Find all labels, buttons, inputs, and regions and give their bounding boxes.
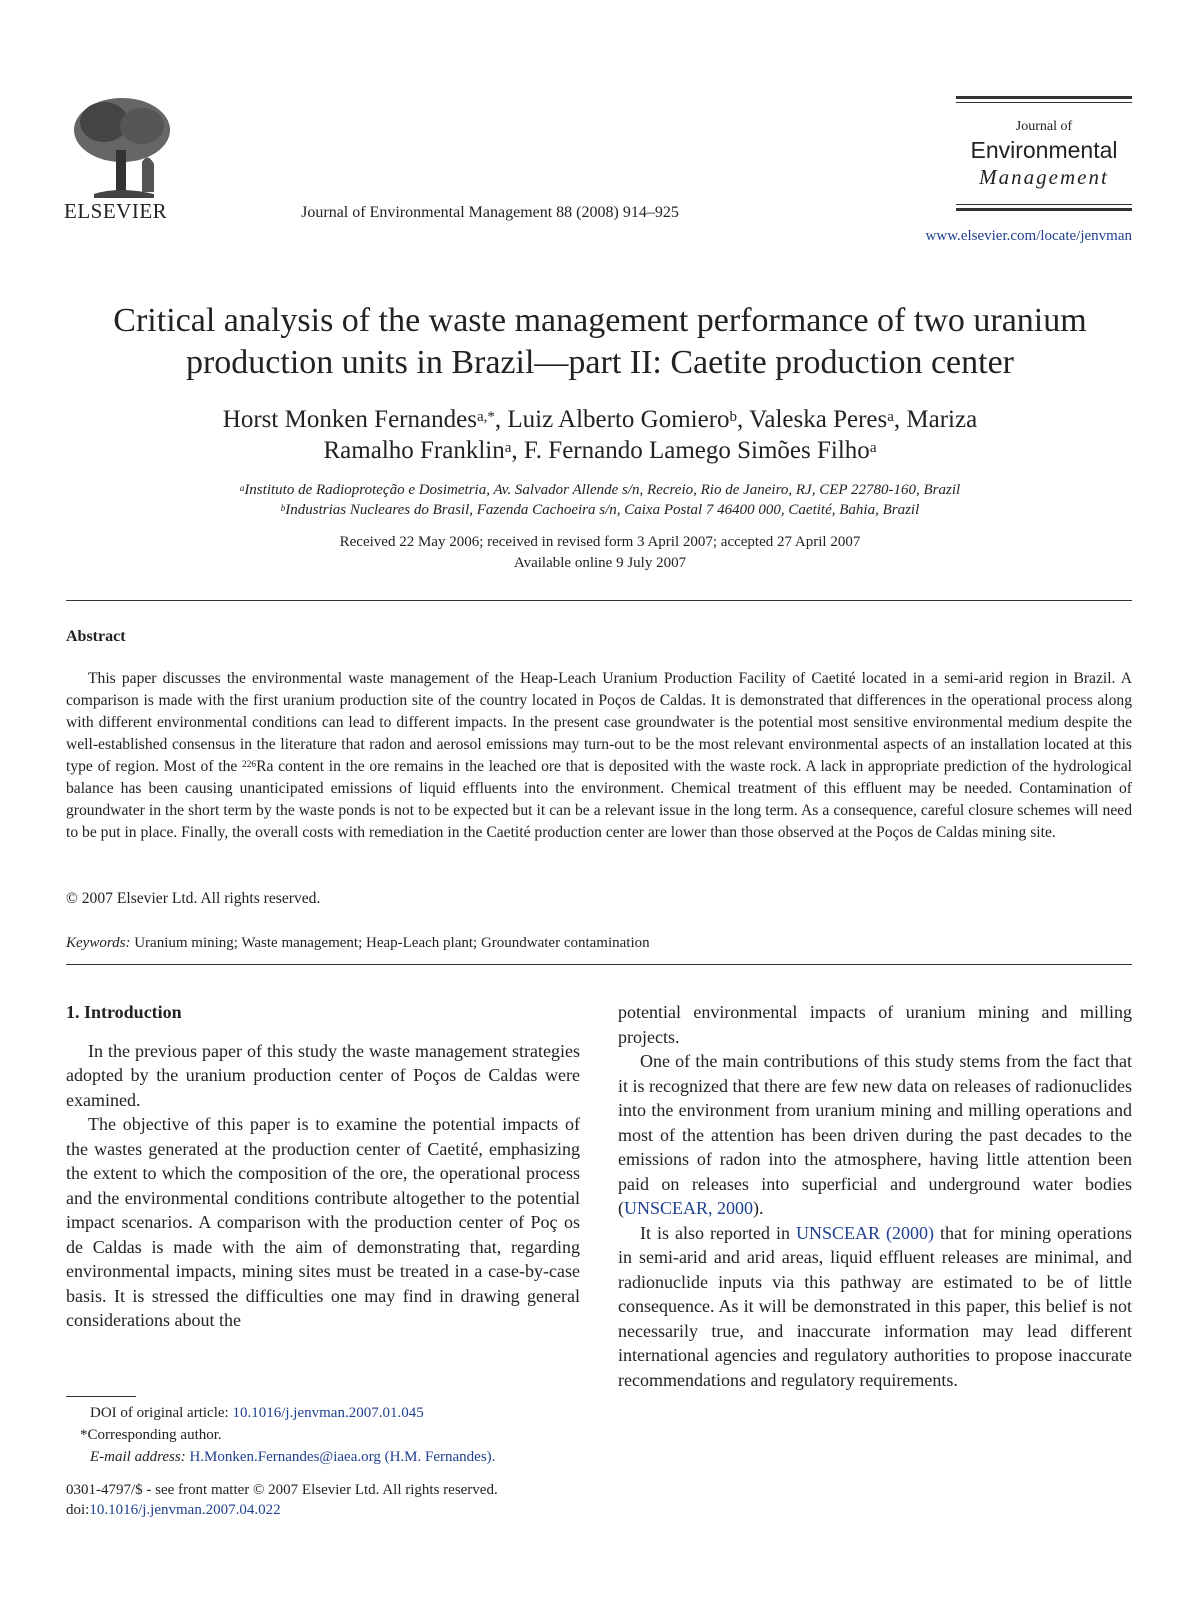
keywords-label: Keywords: [66,935,131,951]
paragraph: The objective of this paper is to examine the potential impacts of the wastes generated at the production center of Caetité, emphasizing the extent to which the composition of the ore, the operational process and the environmental conditions contribute altogether to the potential impact scenarios. A comparison with the production center of Poç os de Caldas is made with the aim of demonstrating that, regarding environmental impacts, mining sites must be treated in a case-by-case basis. It is stressed the difficulties one may find in drawing general considerations about the [66,1114,580,1330]
paragraph-text: It is also reported in [640,1222,796,1243]
original-doi-note [66,1402,586,1424]
abstract-text: This paper discusses the environmental waste management of the Heap-Leach Uranium Production Facility of Caetité located in a semi-arid region in Brazil. A comparison is made with the first uranium production site of the country located in Poços de Caldas. It is demonstrated that differences in the operational process along with different environmental conditions can lead to different impacts. In the present case groundwater is the potential most sensitive environmental medium despite the well-established consensus in the literature that radon and aerosol emissions may turn-out to be the most relevant environmental aspects of an installation located at this type of region. Most of the [66,670,1132,775]
journal-title-box [956,96,1132,211]
affiliations [60,480,1140,520]
corresponding-author-note: *Corresponding author. [80,1427,222,1443]
online-date: Available online 9 July 2007 [513,555,687,571]
abstract-body [66,668,1132,844]
paragraph-text: that for mining operations in semi-arid and arid areas, liquid effluent releases are minimal, and radionuclide inputs via this pathway are estimated to be of little consequence. As it will be demonstrated in this paper, this belief is not necessarily true, and inaccurate information may lead different international agencies and regulatory authorities to propose inaccurate recommendations and regulatory requirements. [618,1222,1132,1390]
abstract-text: Ra content in the ore remains in the leached ore that is deposited with the waste rock. A lack in appropriate prediction of the hydrological balance has been causing unanticipated emissions of liquid effluents into the environment. Chemical treatment of this effluent may be needed. Contamination of groundwater in the short term by the waste ponds is not to be expected but it can be a relevant issue in the long term. As a consequence, careful closure schemes will need to be put in place. Finally, the overall costs with remediation in the Caetité production center are lower than those observed at the Poços de Caldas mining site. [66,758,1132,841]
author-name[interactable]: Ramalho Franklin [323,437,505,464]
journal-management-label: Management [979,165,1109,189]
left-column [66,1000,580,1333]
divider [66,600,1132,601]
doi-label: doi: [66,1502,90,1518]
article-history [60,532,1140,574]
paragraph [618,1049,1132,1221]
author-affiliation-mark: b [729,409,738,425]
journal-homepage-link[interactable]: www.elsevier.com/locate/jenvman [925,228,1132,244]
paragraph-continuation: potential environmental impacts of uranium mining and milling projects. [618,1002,1132,1047]
author-list [60,404,1140,466]
article-doi-link[interactable]: 10.1016/j.jenvman.2007.04.022 [89,1502,281,1518]
title-line-1: Critical analysis of the waste management performance of two uranium [113,302,1087,339]
affiliation-mark: b [280,503,286,513]
affiliation-a [60,480,1140,500]
issn-line: 0301-4797/$ - see front matter © 2007 Elsevier Ltd. All rights reserved. [66,1482,498,1498]
author-affiliation-mark: a [869,440,877,456]
original-doi-link[interactable]: 10.1016/j.jenvman.2007.01.045 [232,1405,424,1421]
bottom-rule [956,208,1132,211]
publisher-logo-text: ELSEVIER [64,199,168,223]
abstract-copyright: © 2007 Elsevier Ltd. All rights reserved. [66,890,321,907]
paragraph-text: One of the main contributions of this study stems from the fact that it is recognized that there are few new data on releases of radionuclides into the environment from uranium mining and milling operations and most of the attention has been driven during the past decades to the emissions of radon into the atmosphere, having little attention been paid on releases into superficial and underground water bodies ( [618,1051,1132,1218]
abstract-heading: Abstract [66,628,126,645]
front-matter-info [66,1480,586,1520]
footnote-label: DOI of original article: [90,1405,233,1421]
email-label: E-mail address: [90,1449,186,1465]
reference-link[interactable]: UNSCEAR, 2000 [624,1198,754,1218]
email-link[interactable]: H.Monken.Fernandes@iaea.org (H.M. Fernandes). [185,1449,496,1465]
journal-citation: Journal of Environmental Management 88 (2008) 914–925 [301,204,679,221]
author-affiliation-mark: a [504,440,512,456]
right-column [618,1000,1132,1392]
footnote-rule [66,1396,136,1397]
journal-of-label: Journal of [1015,119,1073,134]
paragraph-text: ). [753,1198,764,1218]
top-rule-thin [956,102,1132,103]
tree-emblem-icon [64,92,174,202]
footnotes [66,1402,586,1468]
paragraph: In the previous paper of this study the waste management strategies adopted by the uranium production center of Poços de Caldas were examined. [66,1040,580,1110]
affiliation-text: Industrias Nucleares do Brasil, Fazenda Cachoeira s/n, Caixa Postal 7 46400 000, Caetité, Bahia, Brazil [285,502,920,518]
keywords-list: Uranium mining; Waste management; Heap-Leach plant; Groundwater contamination [130,935,650,951]
received-dates: Received 22 May 2006; received in revised form 3 April 2007; accepted 27 April 2007 [339,534,861,550]
author-name[interactable]: , Valeska Peres [737,406,888,433]
author-affiliation-mark: a [887,409,894,425]
title-line-2: production units in Brazil—part II: Caetite production center [185,344,1015,381]
bottom-rule-thin [956,204,1132,205]
section-heading: 1. Introduction [66,1002,182,1022]
affiliation-text: Instituto de Radioproteção e Dosimetria, Av. Salvador Allende s/n, Recreio, Rio de Janeiro, RJ, CEP 22780-160, Brazil [244,482,961,498]
email-note [66,1446,586,1468]
author-name[interactable]: Horst Monken Fernandes [222,406,477,433]
article-doi [66,1500,586,1520]
top-rule [956,96,1132,99]
divider [66,964,1132,965]
keywords [66,935,650,952]
reference-link[interactable]: UNSCEAR (2000) [796,1222,935,1243]
isotope-mass-number: 226 [242,760,257,770]
journal-environmental-label: Environmental [970,137,1118,163]
affiliation-mark: a [239,483,245,493]
author-name[interactable]: , Mariza [893,406,978,433]
affiliation-b [60,500,1140,520]
article-title [40,300,1160,384]
author-affiliation-mark: a,* [476,409,495,425]
author-name[interactable]: , Luiz Alberto Gomiero [494,406,730,433]
paragraph [618,1221,1132,1393]
author-name[interactable]: , F. Fernando Lamego Simões Filho [511,437,870,464]
